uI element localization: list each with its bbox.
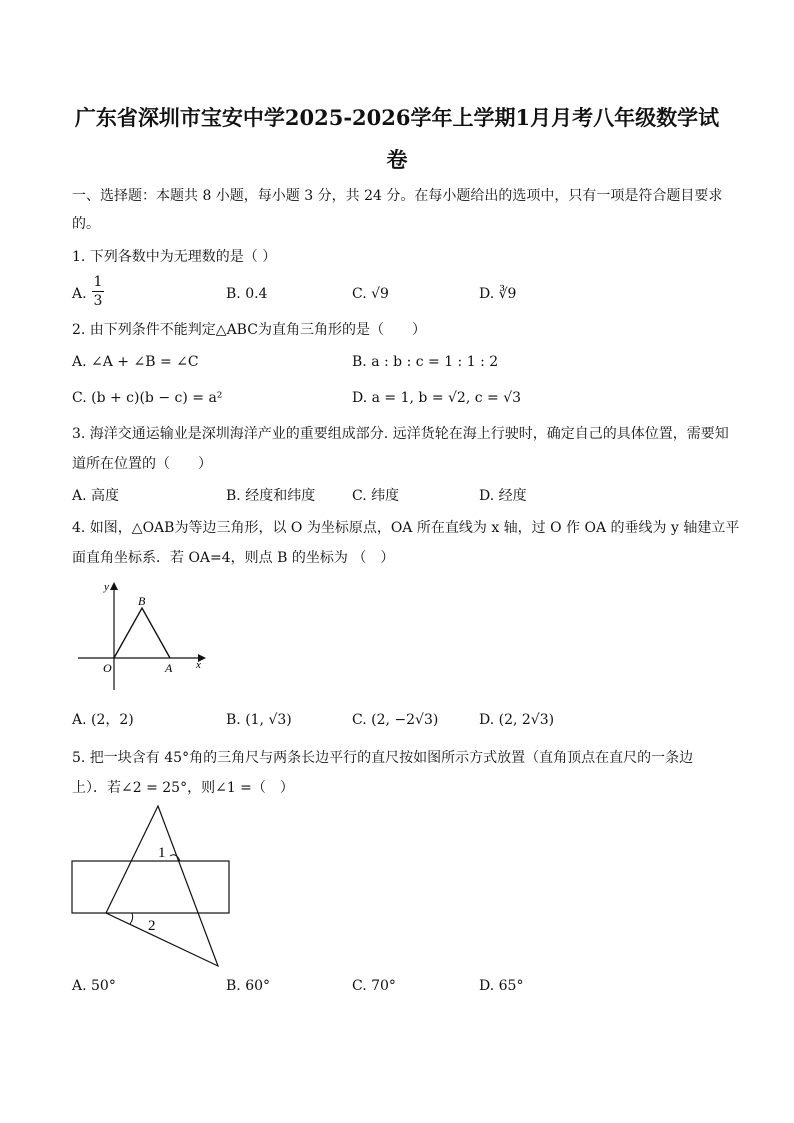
q1-option-c: C. √9 xyxy=(352,286,389,302)
y-axis-label: y xyxy=(104,581,109,593)
q5-figure xyxy=(66,800,240,972)
section-heading: 一、选择题：本题共 8 小题，每小题 3 分，共 24 分。在每小题给出的选项中，只有一项是符合题目要求 xyxy=(72,188,723,204)
q4-option-b: B. (1, √3) xyxy=(226,712,292,728)
point-o-label: O xyxy=(103,661,112,675)
q1-option-a-label: A. xyxy=(72,286,87,302)
q3-option-b: B. 经度和纬度 xyxy=(226,488,316,504)
angle-1-label: 1 xyxy=(158,845,166,861)
q3-stem: 3. 海洋交通运输业是深圳海洋产业的重要组成部分. 远洋货轮在海上行驶时，确定自己的具体位置，需要知 xyxy=(72,426,729,442)
q1-stem: 1. 下列各数中为无理数的是（ ） xyxy=(72,249,277,265)
q5-option-b: B. 60° xyxy=(226,978,271,994)
fraction-numerator: 1 xyxy=(93,274,103,290)
q2-option-b: B. a : b : c = 1 : 1 : 2 xyxy=(352,354,499,370)
q3-stem-continued: 道所在位置的（ ） xyxy=(72,456,212,472)
section-heading-continued: 的。 xyxy=(72,216,100,232)
q3-option-c: C. 纬度 xyxy=(352,488,400,504)
page-title: 广东省深圳市宝安中学2025-2026学年上学期1月月考八年级数学试 xyxy=(74,105,720,130)
set-square xyxy=(106,806,218,966)
q5-option-d: D. 65° xyxy=(479,978,524,994)
triangle-oab xyxy=(114,608,170,658)
angle-2-arc xyxy=(130,913,133,924)
x-axis-label: x xyxy=(196,659,201,671)
y-axis-arrow xyxy=(110,582,118,590)
q5-option-c: C. 70° xyxy=(352,978,396,994)
q2-option-d: D. a = 1, b = √2, c = √3 xyxy=(352,390,522,406)
point-a-label: A xyxy=(165,661,173,675)
q4-stem-continued: 面直角坐标系．若 OA=4，则点 B 的坐标为 （ ） xyxy=(72,550,395,566)
fraction-bar xyxy=(92,291,104,292)
q4-option-c: C. (2, −2√3) xyxy=(352,712,439,728)
q3-option-d: D. 经度 xyxy=(479,488,527,504)
q4-figure xyxy=(70,576,220,696)
q5-stem: 5. 把一块含有 45°角的三角尺与两条长边平行的直尺按如图所示方式放置（直角顶点在直尺的一条边 xyxy=(72,750,694,766)
q1-option-b: B. 0.4 xyxy=(226,286,268,302)
point-b-label: B xyxy=(138,594,146,608)
angle-2-label: 2 xyxy=(148,918,156,934)
q5-stem-continued: 上）．若∠2 = 25°，则∠1 =（ ） xyxy=(72,780,294,796)
page-title-continued: 卷 xyxy=(386,147,408,172)
q3-option-a: A. 高度 xyxy=(72,488,120,504)
q4-stem: 4. 如图，△OAB为等边三角形，以 O 为坐标原点，OA 所在直线为 x 轴，过 O 作 OA 的垂线为 y 轴建立平 xyxy=(72,520,740,536)
q1-option-a-fraction xyxy=(92,274,104,309)
q2-option-a: A. ∠A + ∠B = ∠C xyxy=(72,354,199,370)
q2-stem: 2. 由下列条件不能判定△ABC为直角三角形的是（ ） xyxy=(72,322,426,338)
q4-option-a: A. (2，2) xyxy=(72,712,134,728)
q4-option-d: D. (2, 2√3) xyxy=(479,712,555,728)
fraction-denominator: 3 xyxy=(93,293,103,309)
q2-option-c: C. (b + c)(b − c) = a² xyxy=(72,390,223,406)
q1-option-d: D. ∛9 xyxy=(479,286,517,302)
ruler xyxy=(72,861,229,913)
q5-option-a: A. 50° xyxy=(72,978,116,994)
